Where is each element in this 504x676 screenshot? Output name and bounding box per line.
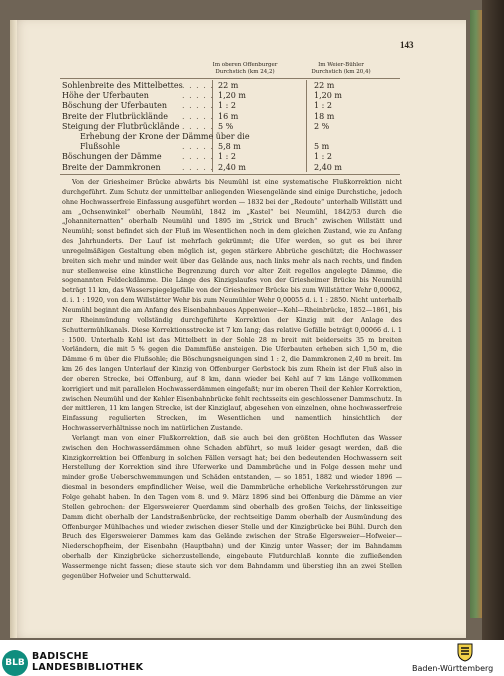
library-name-line: BADISCHE <box>32 651 89 662</box>
row-label: Steigung der Flutbrücklände <box>62 121 180 131</box>
library-name <box>32 651 143 673</box>
row-label: Sohlenbreite des Mittelbettes <box>62 81 183 90</box>
row-value-weier-buehl: 2 % <box>314 121 330 131</box>
row-leader-dots: . . . . . <box>182 111 214 121</box>
body-text <box>62 178 402 582</box>
table-row <box>62 142 462 152</box>
table-header-line: Durchstich (km 24,2) <box>215 69 275 75</box>
row-label: Breite der Dammkronen <box>62 162 161 172</box>
library-name-line: LANDESBIBLIOTHEK <box>32 662 144 673</box>
page-number: 143 <box>400 40 414 50</box>
table-header-line: Im Weier-Bühler <box>318 62 364 68</box>
row-leader-dots: . . . . . <box>182 81 214 90</box>
table-bottom-rule <box>60 174 400 175</box>
table-header-line: Durchstich (km 20,4) <box>311 69 371 75</box>
row-leader-dots: . . . . . <box>182 101 214 111</box>
row-label: Böschungen der Dämme <box>62 152 162 162</box>
row-value-weier-buehl: 1,20 m <box>314 91 342 101</box>
row-leader-dots: . . . . . <box>182 91 214 101</box>
row-label: Flußsohle <box>80 142 120 152</box>
row-leader-dots: . . . . . <box>182 152 214 162</box>
table-row <box>62 122 462 132</box>
row-value-weier-buehl: 1 : 2 <box>314 101 332 111</box>
row-label: Höhe der Uferbauten <box>62 91 149 101</box>
row-value-weier-buehl: 22 m <box>314 81 335 90</box>
row-label: Breite der Flutbrücklände <box>62 111 168 121</box>
table-row <box>62 112 462 122</box>
table-header-offenburg <box>210 62 280 76</box>
row-leader-dots: . . . . . <box>182 162 214 172</box>
baden-wuerttemberg-emblem-icon <box>456 642 474 662</box>
table-row <box>62 132 462 142</box>
row-value-weier-buehl: 2,40 m <box>314 162 342 172</box>
table-top-rule <box>60 78 400 79</box>
row-value-weier-buehl: 18 m <box>314 111 335 121</box>
row-leader-dots: . . . . . <box>182 121 214 131</box>
blb-logo: BLB <box>2 650 28 676</box>
row-value-offenburg: 2,40 m <box>218 162 246 172</box>
paragraph: Verlangt man von einer Flußkorrektion, daß sie auch bei den größten Hochfluten das Wasser zwischen den Hochwasserdämmen ohne Schaden abführt, so muß leider gesagt werden, daß die Kinzigkorrektion bei Offenburg in solchen Fällen versagt hat; bei den bedeutenden Hochwassern seit Herstellung der Korrektion sind ihre Uferwerke und Dammbrüche und in Folge dessen mehr und minder große Ueberschwemmungen und Schäden entstanden, — so 1851, 1882 und wieder 1896 — diesmal in besonders empfindlicher Weise, weil die Dammbrüche erhebliche Verkehrsstörungen zur Folge gehabt haben. In den Tagen vom 8. und 9. März 1896 sind bei Offenburg die Dämme an vier Stellen gebrochen: der Elgersweierer Querdamm sind oberhalb des großen Teichs, der linksseitige Damm dicht oberhalb der Landstraßenbrücke, der rechtseitige Damm oberhalb der Ausmündung des Offenburger Mühlbaches und wieder zwischen dieser Stelle und der Kinzigbrücke bei Bühl. Durch den Bruch des Elgersweierer Dammes kam das Gelände zwischen der Straße Elgersweier—Hofweier—Niederschopfheim, der Eisenbahn (Hauptbahn) und der Kinzig unter Wasser; der im Bahndamm oberhalb der Kinzigbrücke sicherzustellende, eingebaute Flutdurchlaß konnte die zufließenden Wassermenge nicht fassen; diese staute sich vor dem Bahndamm und überstieg ihn an zwei Stellen gegenüber Hofweier und Schutterwald. <box>62 433 402 580</box>
book-shadow <box>482 0 504 640</box>
row-label: Böschung der Uferbauten <box>62 101 168 111</box>
row-value-offenburg: 1 : 2 <box>218 101 236 111</box>
row-value-offenburg: 1 : 2 <box>218 152 236 162</box>
row-value-offenburg: 5,8 m <box>218 142 241 152</box>
row-value-offenburg: 22 m <box>218 81 239 90</box>
row-value-offenburg: 16 m <box>218 111 239 121</box>
state-name: Baden-Württemberg <box>412 664 494 673</box>
table-row <box>62 101 462 111</box>
table-row <box>62 81 462 91</box>
table-row <box>62 152 462 162</box>
row-value-weier-buehl: 5 m <box>314 142 330 152</box>
table-row <box>62 163 462 173</box>
paragraph: Von der Griesheimer Brücke abwärts bis Neumühl ist eine systematische Flußkorrektion nicht durchgeführt. Zum Schutz der unmittelbar anliegenden Wiesengelände sind einige Durchstiche, jedoch ohne Hochwasserfreie Einfassung ausgeführt worden — 1832 bei der „Redoute“ unterhalb Willstätt und am „Ochsenwinkel“ oberhalb Neumühl, 1842 im „Kastel“ bei Neumühl, 1842/53 durch die „Johanniternatten“ oberhalb Neumühl und 1895 im „Strick und Bruch“ zwischen Willstätt und Neumühl; sonst befindet sich der Fluß im Wesentlichen noch in dem gleichen Zustand, wie zu Anfang des Jahrhunderts. Der Lauf ist mehrfach gekrümmt; die Ufer werden, so gut es bei ihrer unregelmäßigen Gestaltung eben möglich ist, gegen stärkere Abbrüche geschützt; die Hochwasser breiten sich mehr und minder weit über das Gelände aus, nach links mehr als nach rechts, und finden nur stellenweise eine künstliche Begrenzung durch vor alter Zeit regellos angelegte Dämme, die sogenannten Feldeckdämme. Die Länge des Kinzigslaufes von der Griesheimer Brücke bis Neumühl beträgt 11 km, das Wasserspiegelgefälle von der Griesheimer Brücke bis zum Willstätter Wehr 0,00062, d. i. 1 : 1920, von dem Willstätter Wehr bis zum Neumühler Wehr 0,00055 d. i. 1 : 2850. Nicht unterhalb Neumühl beginnt die am Anfang des Eisenbahnbaues Appenweier—Kehl—Rheinbrücke, 1852—1861, bis zur Rheinmündung vollständig durchgeführte Korrektion der Kinzig mit der Anlage des Schuttermühlkanals. Diese Korrektionsstrecke ist 7 km lang; das relative Gefälle beträgt 0,00066 d. i. 1 : 1500. Unterhalb Kehl ist das Mittelbett in der Sohle 28 m breit mit beiderseits 35 m breiten Vorländern, die mit 5 % gegen die Dammfüße ansteigen. Die Uferbauten erheben sich 1,50 m, die Dämme 6 m über die Flußsohle; die Böschungsneigungen sind 1 : 2, die Dammkronen 2,40 m breit. Im km 26 des langen Unterlauf der Kinzig von Offenburger Gerbstock bis zum Rhein ist der Fluß also in der oberen Strecke, bei Offenburg, auf 8 km, dann wieder bei Kehl auf 7 km Länge vollkommen korrigiert und mit parallelen Hochwasserdämmen eingefaßt; nur im oberen Theil der Kehler Korrektion, zwischen Neumühl und der Kehler Eisenbahnbrücke fehlt rechtsseits ein geschlossener Dammschutz. In der mittleren, 11 km langen Strecke, ist der Kinziglauf, abgesehen von einzelnen, ohne hochwasserfreie Einfassung regulierten Strecken, im Wesentlichen und namentlich hinsichtlich der Hochwasserverhältnisse noch im natürlichen Zustande. <box>62 178 403 433</box>
row-value-offenburg: 5 % <box>218 121 234 131</box>
row-value-weier-buehl: 1 : 2 <box>314 152 332 162</box>
row-label: Erhebung der Krone der Dämme über die <box>80 132 250 141</box>
table-header-line: Im oberen Offenburger <box>212 62 278 68</box>
table-row <box>62 91 462 101</box>
book-cover-edge <box>470 10 482 618</box>
row-value-offenburg: 1,20 m <box>218 91 246 101</box>
table-header-weier-buehl <box>306 62 376 76</box>
row-leader-dots: . . . . . <box>182 142 214 152</box>
